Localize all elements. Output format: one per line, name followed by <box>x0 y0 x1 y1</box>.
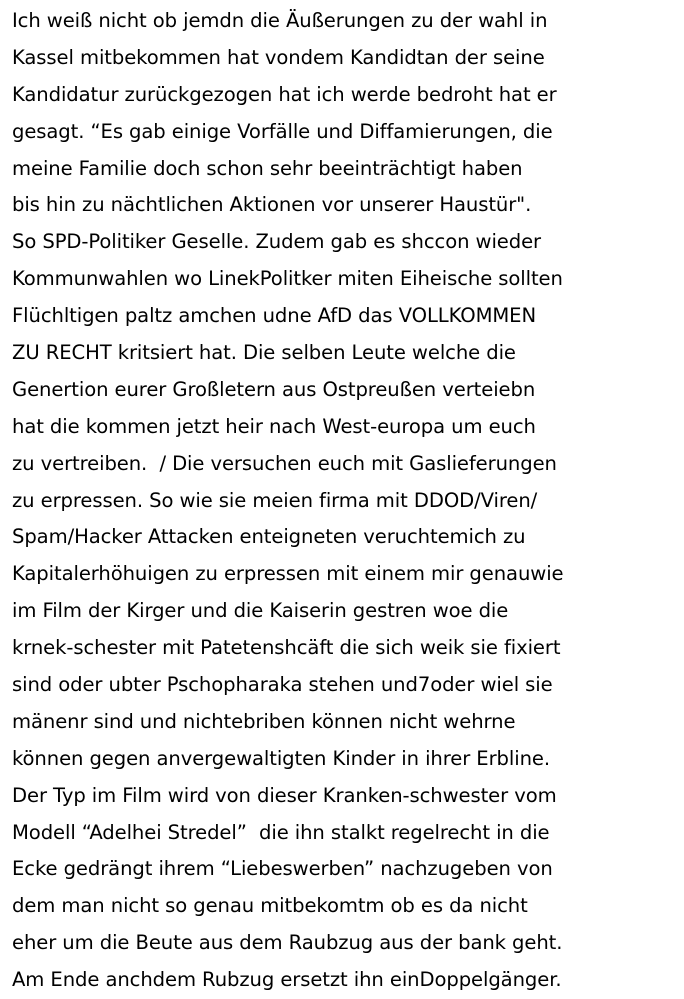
text-line-10: ZU RECHT kritsiert hat. Die selben Leute welche die <box>12 341 516 365</box>
text-line-6: bis hin zu nächtlichen Aktionen vor unserer Haustür". <box>12 193 532 217</box>
text-line-7: So SPD-Politiker Geselle. Zudem gab es shccon wieder <box>12 230 541 254</box>
text-line-4: gesagt. “Es gab einige Vorfälle und Diffamierungen, die <box>12 119 553 143</box>
text-line-16: Kapitalerhöhuigen zu erpressen mit einem mir genauwie <box>12 562 564 586</box>
text-line-27: Am Ende anchdem Rubzug ersetzt ihn einDoppelgänger. <box>12 968 562 992</box>
text-line-15: Spam/Hacker Attacken enteigneten veruchtemich zu <box>12 525 526 549</box>
text-line-20: mänenr sind und nichtebriben können nicht wehrne <box>12 709 516 733</box>
text-line-2: Kassel mitbekommen hat vondem Kandidtan der seine <box>12 45 545 69</box>
text-line-5: meine Familie doch schon sehr beeinträchtigt haben <box>12 156 523 180</box>
text-line-19: sind oder ubter Pschopharaka stehen und7oder wiel sie <box>12 673 553 697</box>
document-text <box>12 3 682 999</box>
text-line-1: Ich weiß nicht ob jemdn die Äußerungen zu der wahl in <box>12 9 548 32</box>
text-line-11: Genertion eurer Großletern aus Ostpreußen verteiebn <box>12 377 536 401</box>
text-line-26: eher um die Beute aus dem Raubzug aus der bank geht. <box>12 931 563 955</box>
text-line-23: Modell “Adelhei Stredel” die ihn stalkt regelrecht in die <box>12 820 550 844</box>
text-line-22: Der Typ im Film wird von dieser Kranken-schwester vom <box>12 783 557 807</box>
text-line-17: im Film der Kirger und die Kaiserin gestren woe die <box>12 599 509 623</box>
text-line-24: Ecke gedrängt ihrem “Liebeswerben” nachzugeben von <box>12 857 553 881</box>
text-line-9: Flüchltigen paltz amchen udne AfD das VOLLKOMMEN <box>12 304 537 328</box>
text-line-3: Kandidatur zurückgezogen hat ich werde bedroht hat er <box>12 82 557 106</box>
text-line-18: krnek-schester mit Patetenshcäft die sich weik sie fixiert <box>12 636 561 660</box>
text-line-8: Kommunwahlen wo LinekPolitker miten Eiheische sollten <box>12 267 563 291</box>
text-line-25: dem man nicht so genau mitbekomtm ob es da nicht <box>12 894 528 918</box>
text-line-13: zu vertreiben. / Die versuchen euch mit Gaslieferungen <box>12 451 557 475</box>
text-line-14: zu erpressen. So wie sie meien firma mit DDOD/Viren/ <box>12 488 538 512</box>
text-line-12: hat die kommen jetzt heir nach West-europa um euch <box>12 414 536 438</box>
text-line-21: können gegen anvergewaltigten Kinder in ihrer Erbline. <box>12 746 550 770</box>
